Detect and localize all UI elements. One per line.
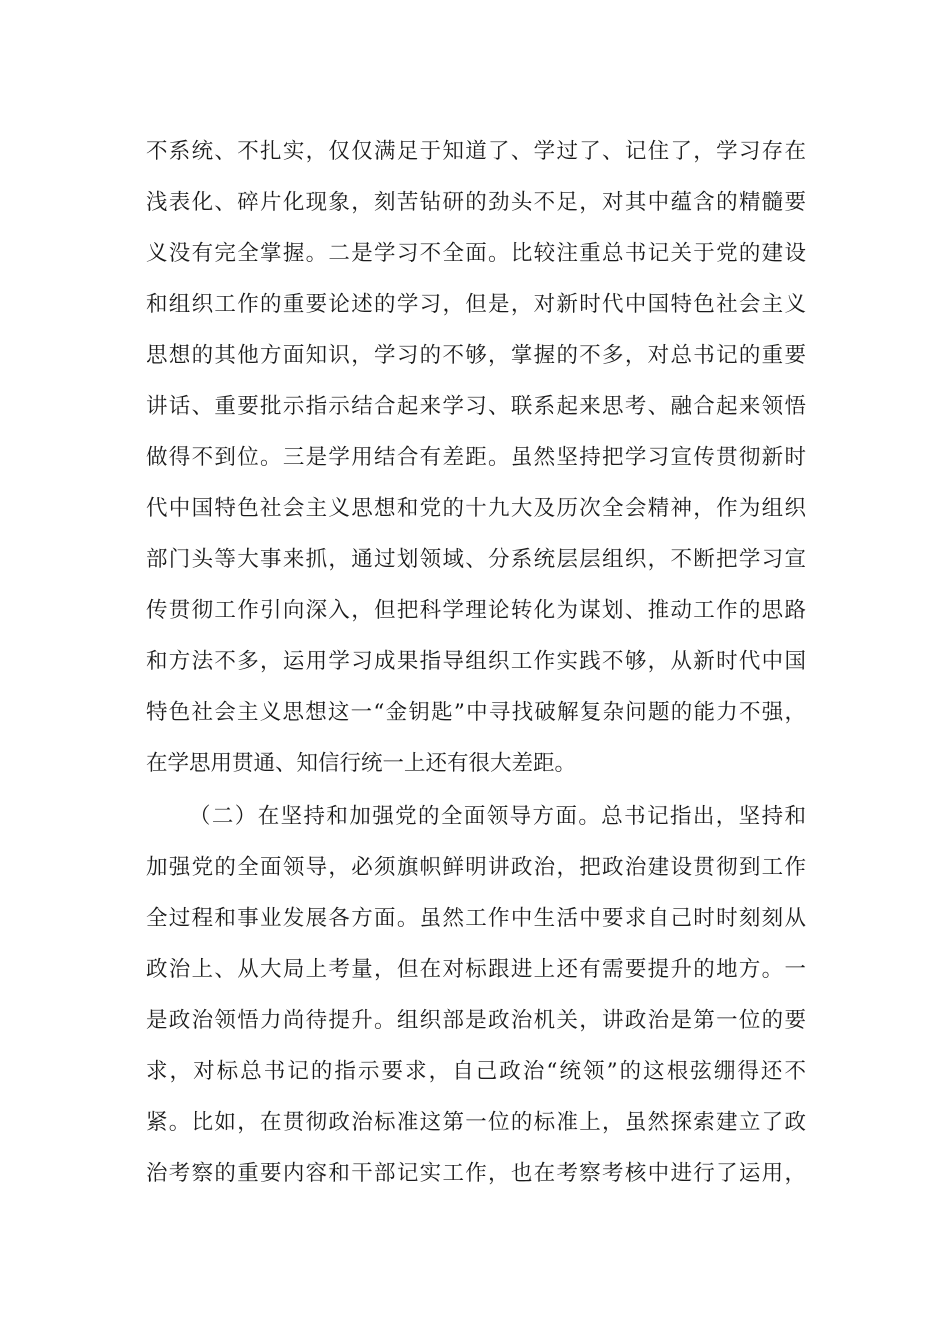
text-line: 讲话、重要批示指示结合起来学习、联系起来思考、融合起来领悟 [146, 394, 806, 419]
text-line: 治考察的重要内容和干部记实工作，也在考察考核中进行了运用， [146, 1161, 806, 1186]
text-line: 全过程和事业发展各方面。虽然工作中生活中要求自己时时刻刻从 [146, 906, 806, 931]
text-line: 思想的其他方面知识，学习的不够，掌握的不多，对总书记的重要 [146, 343, 806, 368]
paragraph-party-leadership [146, 791, 806, 1199]
text-line: 求，对标总书记的指示要求，自己政治“统领”的这根弦绷得还不 [146, 1059, 806, 1084]
text-line: 做得不到位。三是学用结合有差距。虽然坚持把学习宣传贯彻新时 [146, 445, 806, 470]
text-line: 政治上、从大局上考量，但在对标跟进上还有需要提升的地方。一 [146, 957, 806, 982]
text-line: 特色社会主义思想这一“金钥匙”中寻找破解复杂问题的能力不强， [146, 700, 806, 725]
text-line: 浅表化、碎片化现象，刻苦钻研的劲头不足，对其中蕴含的精髓要 [146, 190, 806, 215]
text-line: 在学思用贯通、知信行统一上还有很大差距。 [146, 751, 577, 776]
text-line: 传贯彻工作引向深入，但把科学理论转化为谋划、推动工作的思路 [146, 598, 806, 623]
text-line: 是政治领悟力尚待提升。组织部是政治机关，讲政治是第一位的要 [146, 1008, 806, 1033]
section-heading-line: （二）在坚持和加强党的全面领导方面。总书记指出，坚持和 [189, 804, 806, 829]
text-line: 义没有完全掌握。二是学习不全面。比较注重总书记关于党的建设 [146, 241, 806, 266]
text-line: 和组织工作的重要论述的学习，但是，对新时代中国特色社会主义 [146, 292, 806, 317]
text-line: 部门头等大事来抓，通过划领域、分系统层层组织，不断把学习宣 [146, 547, 806, 572]
text-line: 代中国特色社会主义思想和党的十九大及历次全会精神，作为组织 [146, 496, 806, 521]
text-line: 加强党的全面领导，必须旗帜鲜明讲政治，把政治建设贯彻到工作 [146, 855, 806, 880]
paragraph-study-issues [146, 126, 806, 789]
text-line: 不系统、不扎实，仅仅满足于知道了、学过了、记住了，学习存在 [146, 139, 806, 164]
text-line: 紧。比如，在贯彻政治标准这第一位的标准上，虽然探索建立了政 [146, 1110, 806, 1135]
text-line: 和方法不多，运用学习成果指导组织工作实践不够，从新时代中国 [146, 649, 806, 674]
